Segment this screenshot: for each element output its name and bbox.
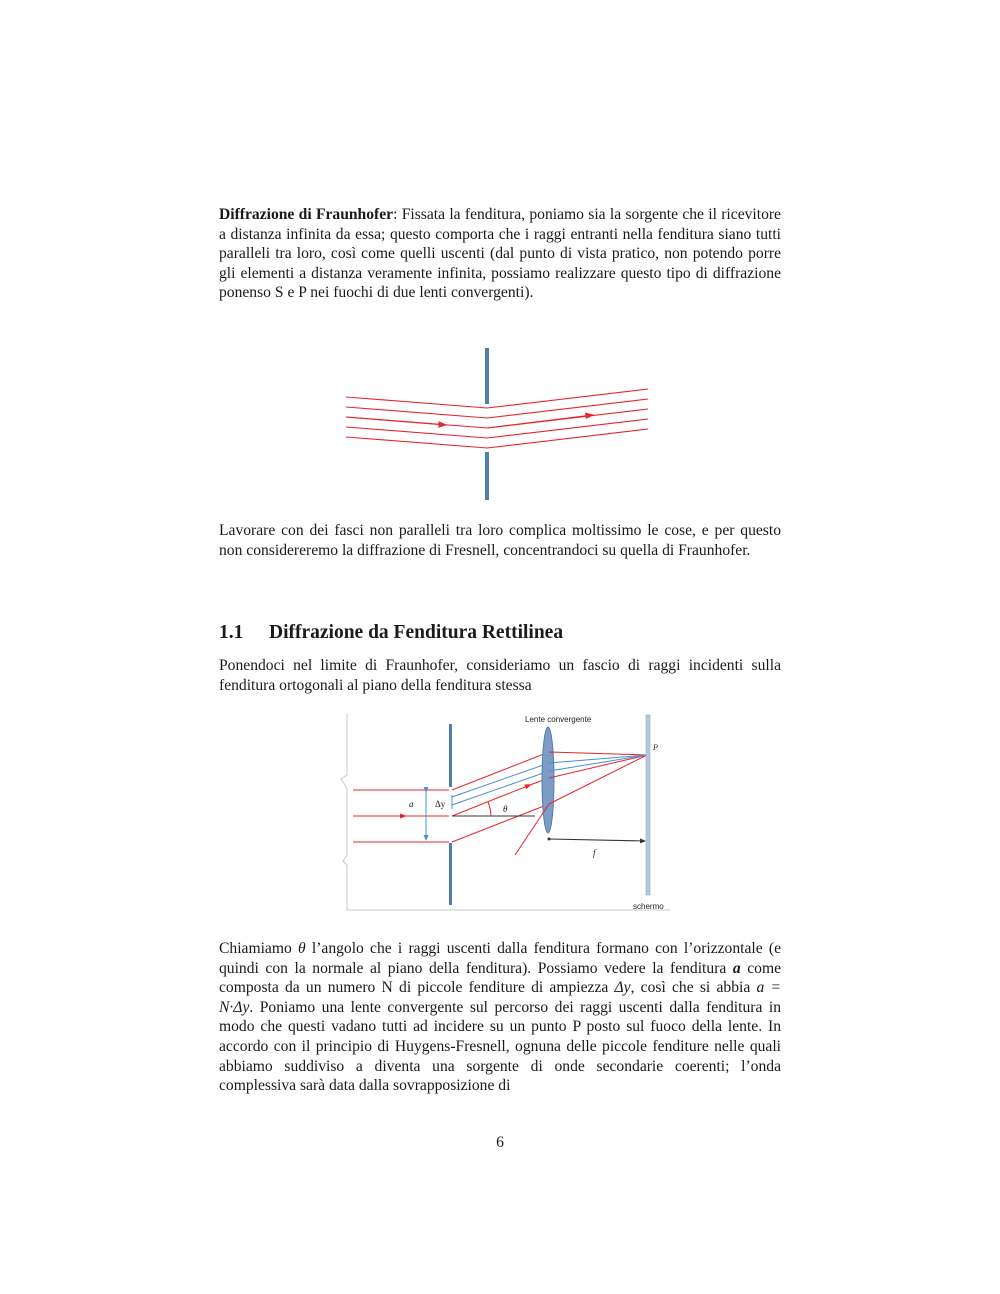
text-chunk: , così che si abbia [630,979,757,997]
angle-arc [488,802,491,816]
section-heading [219,622,563,644]
slit-upper-wall [449,724,452,787]
ray-arrow-out [487,415,592,428]
label-f: f [593,848,596,858]
screen [646,715,650,895]
paragraph-fresnel-note: Lavorare con dei fasci non paralleli tra loro complica moltissimo le cose, e per questo non considereremo la diffrazione di Fresnell, concentrandoci su quella di Fraunhofer. [219,522,781,559]
label-a: a [409,799,414,809]
page-number: 6 [496,1134,504,1151]
text-chunk: come composta da un numero N di piccole fenditure di ampiezza [219,959,781,997]
paragraph-huygens [219,939,781,1096]
section-number: 1.1 [219,622,244,643]
label-delta-y: Δy [435,799,446,809]
math-delta-y: Δy [614,979,631,997]
ray-blue-2 [452,771,549,805]
ray-arrow-in [346,417,445,425]
slit-upper-wall [485,348,489,404]
paragraph-fraunhofer-intro [219,205,781,303]
incident-rays [346,389,648,448]
figure-single-slit-lens [325,705,675,920]
label-screen: schermo [633,902,664,911]
paragraph-text: : Fissata la fenditura, poniamo sia la sorgente che il ricevitore a distanza infinita da essa; questo comporta che i raggi entranti nella fenditura siano tutti paralleli tra loro, così come quelli uscenti (dal punto di vista pratico, non potendo porre gli elementi a distanza veramente infinita, possiamo realizzare questo tipo di diffrazione ponenso S e P nei fuochi di due lenti convergenti). [219,206,781,302]
section-title: Diffrazione da Fenditura Rettilinea [269,622,564,643]
focal-length-arrow [549,839,645,841]
label-theta: θ [503,804,508,814]
slit-lower-wall [485,452,489,500]
text-chunk: . Poniamo una lente convergente sul percorso dei raggi uscenti dalla fenditura in modo che questi vadano tutti ad incidere su un punto P posto sul fuoco della lente. In accordo con il principio di Huygens-Fresnell, ognuna delle piccole fenditure nelle quali abbiamo suddiviso a diventa una sorgente di onde secondarie coerenti; l’onda complessiva sarà data dalla sovrapposizione di [219,998,781,1095]
converging-lens [542,727,554,833]
ray-blue-1 [452,763,549,797]
label-point-p: P [653,743,658,752]
math-a: a [732,959,741,977]
ray-out-top [452,752,549,790]
math-equation: a = N·Δy [219,979,781,1016]
text-chunk: Chiamiamo [219,940,298,957]
slit-lower-wall [449,843,452,905]
figure-parallel-rays [330,340,660,510]
text-chunk: l’angolo che i raggi uscenti dalla fenditura formano con l’orizzontale (e quindi con la normale al piano della fenditura). Possiamo vedere la fenditura [219,940,781,977]
label-lens: Lente convergente [525,715,592,724]
paragraph-setup: Ponendoci nel limite di Fraunhofer, consideriamo un fascio di raggi incidenti sulla fenditura ortogonali al piano della fenditura stessa [219,657,781,694]
math-theta: θ [297,940,306,957]
term-fraunhofer: Diffrazione di Fraunhofer [219,206,394,223]
